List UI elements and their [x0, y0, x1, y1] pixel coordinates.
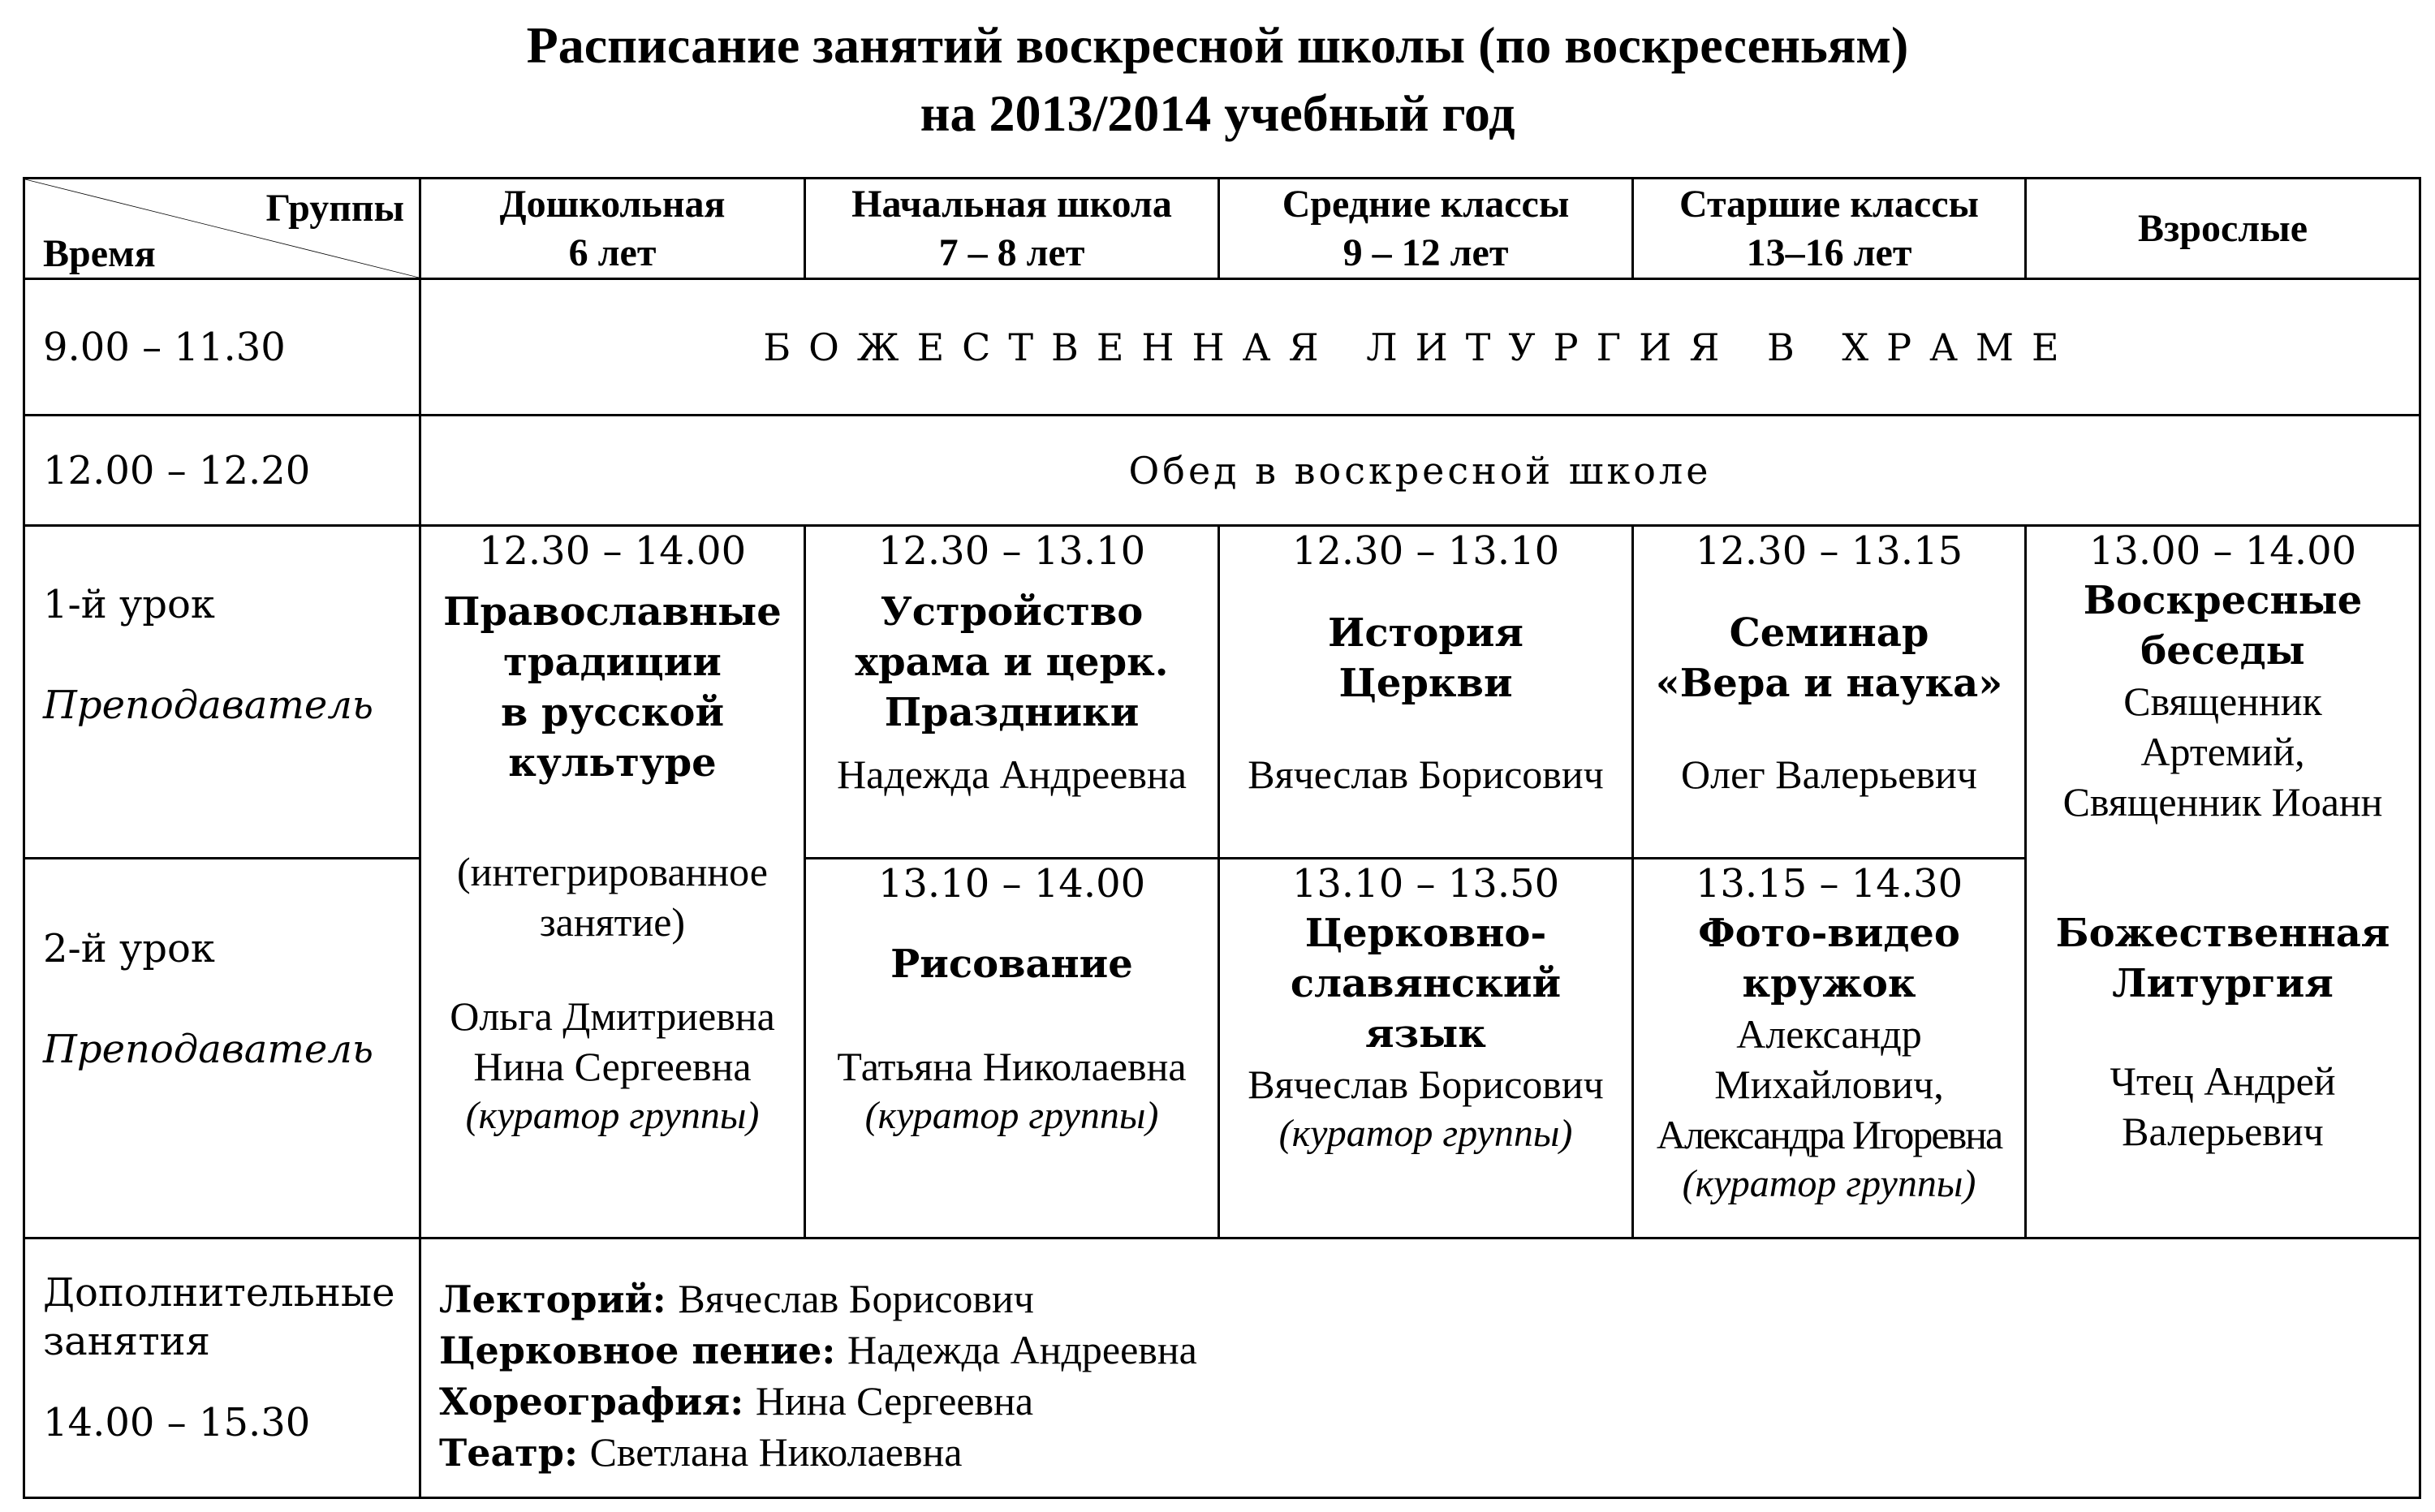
extra-label-line-1: Дополнительные [43, 1270, 395, 1316]
adults-teachers-2: Чтец Андрей Валерьевич [2110, 1058, 2336, 1154]
primary-l2-curator: (куратор группы) [864, 1094, 1159, 1137]
preschool-cell [420, 526, 805, 1238]
column-header-middle [1219, 179, 1633, 279]
lesson-2-label: 2-й урок [43, 926, 215, 971]
lunch-time: 12.00 – 12.20 [24, 416, 420, 526]
middle-l2-curator: (куратор группы) [1278, 1112, 1573, 1155]
senior-l2-curator: (куратор группы) [1682, 1162, 1976, 1205]
preschool-teachers: Ольга Дмитриевна Нина Сергеевна [450, 993, 775, 1089]
liturgy-text: БОЖЕСТВЕННАЯ ЛИТУРГИЯ В ХРАМЕ [420, 279, 2420, 416]
senior-lesson-1-cell [1633, 526, 2026, 859]
primary-l1-time: 12.30 – 13.10 [877, 528, 1146, 574]
preschool-curator: (куратор группы) [465, 1094, 760, 1137]
column-name: Начальная школа [851, 182, 1172, 226]
senior-l1-time: 12.30 – 13.15 [1695, 528, 1963, 574]
lesson-2-label-cell [24, 859, 420, 1238]
middle-l1-time: 12.30 – 13.10 [1291, 528, 1560, 574]
extra-label-line-2: занятия [43, 1319, 210, 1364]
lunch-text: Обед в воскресной школе [420, 416, 2420, 526]
senior-l2-time: 13.15 – 14.30 [1695, 861, 1963, 907]
preschool-time: 12.30 – 14.00 [478, 528, 747, 574]
liturgy-row [24, 279, 2420, 416]
groups-label: Группы [265, 187, 404, 230]
middle-l1-teacher: Вячеслав Борисович [1248, 752, 1604, 797]
primary-l2-subject: Рисование [890, 941, 1133, 987]
lesson-1-row [24, 526, 2420, 859]
column-name: Средние классы [1282, 182, 1570, 226]
primary-lesson-2-cell [805, 859, 1219, 1238]
middle-l2-teacher: Вячеслав Борисович [1248, 1062, 1604, 1107]
primary-l1-teacher: Надежда Андреевна [837, 752, 1187, 797]
lesson-1-teacher-label: Преподаватель [43, 683, 374, 728]
primary-l2-teacher: Татьяна Николаевна [837, 1044, 1187, 1089]
middle-l2-subject: Церковно- славянский язык [1290, 911, 1562, 1057]
column-age: 6 лет [568, 230, 657, 274]
title-line-1: Расписание занятий воскресной школы (по воскресеньям) [526, 16, 1909, 74]
primary-l1-subject: Устройство храма и церк. Праздники [855, 589, 1169, 735]
adults-teachers-1: Священник Артемий, Священник Иоанн [2062, 678, 2383, 825]
primary-l2-time: 13.10 – 14.00 [877, 861, 1146, 907]
column-header-primary [805, 179, 1219, 279]
adults-subject-2: Божественная Литургия [2055, 911, 2390, 1006]
lesson-1-label-cell [24, 526, 420, 859]
lunch-row [24, 416, 2420, 526]
primary-lesson-1-cell [805, 526, 1219, 859]
lesson-2-teacher-label: Преподаватель [43, 1027, 374, 1072]
extra-item: Театр: Светлана Николаевна [439, 1429, 963, 1475]
lesson-1-label: 1-й урок [43, 582, 215, 627]
middle-l2-time: 13.10 – 13.50 [1291, 861, 1560, 907]
column-age: 13–16 лет [1746, 230, 1912, 274]
liturgy-time: 9.00 – 11.30 [24, 279, 420, 416]
extra-label-cell [24, 1238, 420, 1498]
column-header-senior [1633, 179, 2026, 279]
extra-row [24, 1238, 2420, 1498]
middle-l1-subject: История Церкви [1328, 610, 1523, 706]
senior-l2-subject: Фото-видео кружок [1698, 911, 1960, 1006]
senior-l1-teacher: Олег Валерьевич [1681, 752, 1977, 797]
header-row [24, 179, 2420, 279]
page-title [0, 11, 2435, 148]
column-header-preschool [420, 179, 805, 279]
column-age: 9 – 12 лет [1342, 230, 1509, 274]
senior-l1-subject: Семинар «Вера и наука» [1655, 610, 2003, 706]
column-name: Взрослые [2137, 206, 2308, 250]
column-age: 7 – 8 лет [938, 230, 1085, 274]
adults-time: 13.00 – 14.00 [2088, 528, 2357, 574]
preschool-note: (интегрированное занятие) [457, 849, 768, 945]
column-name: Дошкольная [499, 182, 726, 226]
extra-item: Хореография: Нина Сергеевна [439, 1378, 1034, 1424]
time-label: Время [43, 232, 156, 275]
senior-l2-teachers: Александр Михайлович, Александра Игоревна [1656, 1011, 2002, 1157]
adults-subject-1: Воскресные беседы [2083, 578, 2363, 674]
extra-content-cell [420, 1238, 2420, 1498]
schedule-table [23, 177, 2421, 1499]
column-header-adults [2026, 179, 2420, 279]
extra-time: 14.00 – 15.30 [43, 1400, 311, 1445]
column-name: Старшие классы [1679, 182, 1980, 226]
senior-lesson-2-cell [1633, 859, 2026, 1238]
extra-item: Лекторий: Вячеслав Борисович [439, 1276, 1034, 1321]
adults-cell [2026, 526, 2420, 1238]
title-line-2: на 2013/2014 учебный год [920, 84, 1515, 142]
extra-item: Церковное пение: Надежда Андреевна [439, 1327, 1197, 1372]
middle-lesson-1-cell [1219, 526, 1633, 859]
header-corner-cell [24, 179, 420, 279]
preschool-subject: Православные традиции в русской культуре [443, 589, 782, 786]
middle-lesson-2-cell [1219, 859, 1633, 1238]
